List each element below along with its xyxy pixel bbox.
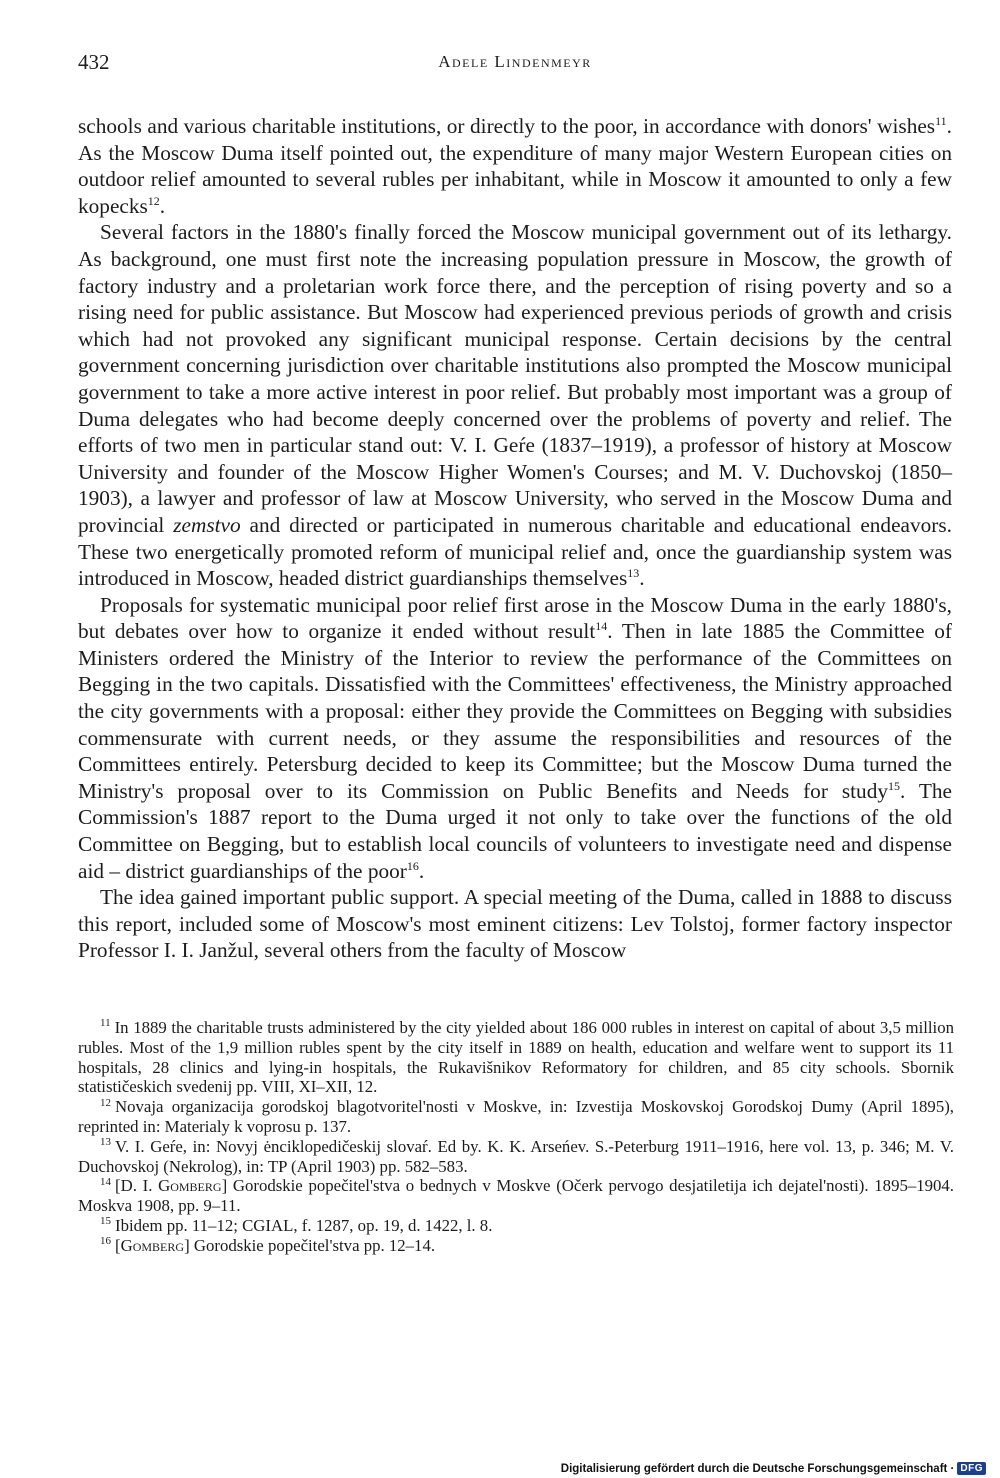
text-run: .: [418, 858, 425, 883]
footnote-number: 11: [100, 1017, 111, 1030]
footnote: [78, 1018, 954, 1097]
page-number: 432: [78, 50, 110, 74]
footnote-ref: 15: [888, 778, 901, 793]
footnote: [78, 1137, 954, 1177]
paragraph-2: [78, 219, 952, 591]
footnote-ref: 12: [147, 193, 160, 208]
footnote-text: Ibidem pp. 11–12; CGIAL, f. 1287, op. 19, d. 1422, l. 8.: [115, 1215, 493, 1235]
footnote-number: 15: [100, 1215, 111, 1228]
dfg-logo-icon: DFG: [957, 1462, 986, 1475]
footnote-ref: 14: [595, 619, 608, 634]
footnote-number: 16: [100, 1235, 111, 1248]
footnote-text: Novaja organizacija gorodskoj blagotvoritel'nosti v Moskve, in: Izvestija Moskovskoj Gorodskoj Dumy (April 1895), reprinted in: Materialy k voprosu p. 137.: [78, 1097, 954, 1136]
footnote-ref: 13: [627, 566, 640, 580]
page-header: [78, 50, 952, 80]
running-head: Adele Lindenmeyr: [438, 52, 592, 71]
text-run: and directed or participated in numerous charitable and educational endeavors. These two energetically promoted reform of municipal relief and, once the guardianship system was introduced in Moscow, headed district guardianships themselves: [78, 512, 952, 591]
paragraph-1: [78, 113, 952, 219]
text-run: . The Commission's 1887 report to the Duma urged it not only to take over the functions of the old Committee on Begging, but to establish local councils of volunteers to investigate need and dispense aid – district guardianships of the poor: [78, 778, 953, 883]
text-run: Several factors in the 1880's finally forced the Moscow municipal government out of its lethargy. As background, one must first note the increasing population pressure in Moscow, the growth of factory industry and a proletarian work force there, and the perception of rising poverty and so a rising need for public assistance. But Moscow had experienced previous periods of growth and crisis which had not provoked any significant municipal response. Certain decisions by the central government concerning jurisdiction over charitable institutions also prompted the Moscow municipal government to take a more active interest in poor relief. But probably most important was a group of Duma delegates who had become deeply concerned over the problems of poverty and relief. The efforts of two men in particular stand out: V. I. Geŕe (1837–1919), a professor of history at Moscow University and founder of the Moscow Higher Women's Courses; and M. V. Duchovskoj (1850–1903), a lawyer and professor of law at Moscow University, who served in the Moscow Duma and provincial: [78, 220, 952, 537]
paragraph-3: [78, 592, 952, 885]
footnote-text: [D. I.: [115, 1176, 159, 1196]
text-run: . Then in late 1885 the Committee of Ministers ordered the Ministry of the Interior to review the performance of the Committees on Begging in the two capitals. Dissatisfied with the Committees' effectiveness, the Ministry approached the city governments with a proposal: either they provide the Committees on Begging with subsidies commensurate with current needs, or they assume the responsibilities and resources of the Committees entirely. Petersburg decided to keep its Committee; but the Moscow Duma turned the Ministry's proposal over to its Commission on Public Benefits and Needs for study: [78, 619, 953, 803]
text-run: schools and various charitable institutions, or directly to the poor, in accordance with donors' wishes: [78, 114, 936, 138]
footnote-ref: 11: [935, 113, 947, 128]
emphasis: zemstvo: [173, 512, 241, 537]
footnote-number: 14: [100, 1175, 111, 1188]
footnotes: [78, 1018, 954, 1256]
footnote-text: In 1889 the charitable trusts administered by the city yielded about 186 000 rubles in interest on capital of about 3,5 million rubles. Most of the 1,9 million rubles spent by the city itself in 1889 on health, education and welfare went to support its 11 hospitals, 28 clinics and lying-in hospitals, the Rukavišnikov Reformatory for children, and 85 city schools. Sbornik statističeskich svedenij pp. VIII, XI–XII, 12.: [78, 1018, 954, 1097]
footnote: [78, 1236, 954, 1256]
author-small-caps: Gomberg: [158, 1176, 222, 1196]
paragraph-4: [78, 884, 952, 964]
footnote: [78, 1097, 954, 1137]
text-run: Proposals for systematic municipal poor relief first arose in the Moscow Duma in the early 1880's, but debates over how to organize it ended without result: [78, 592, 952, 644]
text-run: . As the Moscow Duma itself pointed out, the expenditure of many major Western European cities on outdoor relief amounted to several rubles per inhabitant, while in Moscow it amounted to only a few kopecks: [78, 114, 952, 218]
funding-notice: Digitalisierung gefördert durch die Deutsche Forschungsgemeinschaft ·: [560, 1462, 955, 1475]
footnote-text: ] Gorodskie popečitel'stva pp. 12–14.: [184, 1235, 436, 1255]
text-run: The idea gained important public support. A special meeting of the Duma, called in 1888 to discuss this report, included some of Moscow's most eminent citizens: Lev Tolstoj, former factory inspector Professor I. I. Janžul, several others from the faculty of Moscow: [78, 885, 952, 963]
footnote-text: V. I. Geŕe, in: Novyj ėnciklopedičeskij slovaŕ. Ed by. K. K. Arseńev. S.-Peterburg 1911–1916, here vol. 13, p. 346; M. V. Duchovskoj (Nekrolog), in: TP (April 1903) pp. 582–583.: [78, 1136, 954, 1176]
footnote: [78, 1216, 954, 1236]
footnote-text: ] Gorodskie popečitel'stva o bednych v Moskve (Očerk pervogo desjatiletija ich dejatel'nosti). 1895–1904. Moskva 1908, pp. 9–11.: [78, 1176, 954, 1216]
footnote-number: 12: [100, 1096, 111, 1109]
author-small-caps: Gomberg: [120, 1235, 185, 1255]
body-text: [78, 113, 952, 964]
footnote-ref: 16: [406, 858, 419, 873]
footnote: [78, 1176, 954, 1216]
digitization-footer: [561, 1462, 986, 1475]
footnote-text: [: [115, 1235, 121, 1255]
footnote-number: 13: [100, 1136, 111, 1149]
text-run: .: [639, 566, 645, 591]
text-run: .: [159, 193, 166, 218]
